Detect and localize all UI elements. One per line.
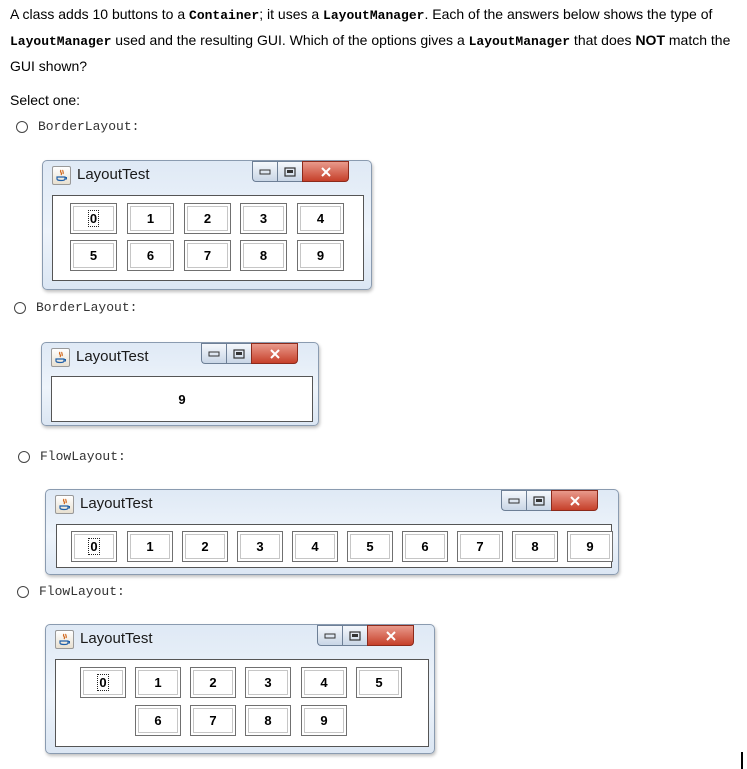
- minimize-icon: [508, 497, 520, 505]
- option-1-label: BorderLayout:: [38, 119, 140, 134]
- button-0[interactable]: 0: [71, 531, 117, 562]
- button-1[interactable]: 1: [127, 203, 174, 234]
- button-2[interactable]: 2: [182, 531, 228, 562]
- button-2[interactable]: 2: [184, 203, 231, 234]
- button-1[interactable]: 1: [135, 667, 181, 698]
- minimize-button[interactable]: [201, 343, 226, 364]
- radio-button[interactable]: [14, 302, 26, 314]
- button-3[interactable]: 3: [237, 531, 283, 562]
- button-4[interactable]: 4: [292, 531, 338, 562]
- button-8[interactable]: 8: [512, 531, 558, 562]
- button-5[interactable]: 5: [356, 667, 402, 698]
- java-app-icon: [51, 348, 70, 367]
- maximize-button[interactable]: [277, 161, 302, 182]
- maximize-button[interactable]: [342, 625, 367, 646]
- window-controls: [252, 161, 349, 182]
- close-icon: [268, 349, 282, 359]
- button-6[interactable]: 6: [135, 705, 181, 736]
- minimize-icon: [208, 350, 220, 358]
- maximize-icon: [349, 631, 361, 641]
- window-controls: [501, 490, 598, 511]
- close-icon: [568, 496, 582, 506]
- maximize-icon: [233, 349, 245, 359]
- window-controls: [317, 625, 414, 646]
- button-6[interactable]: 6: [402, 531, 448, 562]
- option-3-radio[interactable]: [18, 449, 126, 464]
- title-bar[interactable]: [43, 161, 371, 191]
- button-8[interactable]: 8: [240, 240, 287, 271]
- option-3-label: FlowLayout:: [40, 449, 126, 464]
- button-9-center[interactable]: 9: [178, 391, 186, 407]
- button-9[interactable]: 9: [567, 531, 613, 562]
- select-one-label: Select one:: [10, 92, 81, 108]
- button-9[interactable]: 9: [297, 240, 344, 271]
- window-title: LayoutTest: [77, 166, 150, 183]
- window-title: LayoutTest: [76, 348, 149, 365]
- maximize-icon: [533, 496, 545, 506]
- window-title: LayoutTest: [80, 495, 153, 512]
- java-app-icon: [52, 166, 71, 185]
- content-pane: [55, 659, 429, 747]
- layouttest-window-2: [41, 342, 319, 426]
- content-pane: [56, 524, 612, 568]
- option-4-label: FlowLayout:: [39, 584, 125, 599]
- option-4-radio[interactable]: [17, 584, 125, 599]
- button-7[interactable]: 7: [184, 240, 231, 271]
- button-1[interactable]: 1: [127, 531, 173, 562]
- content-pane: [52, 195, 364, 281]
- minimize-button[interactable]: [252, 161, 277, 182]
- radio-button[interactable]: [18, 451, 30, 463]
- title-bar[interactable]: [42, 343, 318, 373]
- button-4[interactable]: 4: [301, 667, 347, 698]
- close-button[interactable]: [367, 625, 414, 646]
- button-5[interactable]: 5: [347, 531, 393, 562]
- layouttest-window-1: [42, 160, 372, 290]
- button-3[interactable]: 3: [245, 667, 291, 698]
- minimize-button[interactable]: [501, 490, 526, 511]
- radio-button[interactable]: [16, 121, 28, 133]
- minimize-button[interactable]: [317, 625, 342, 646]
- maximize-icon: [284, 167, 296, 177]
- content-pane: [51, 376, 313, 422]
- layouttest-window-4: [45, 624, 435, 754]
- maximize-button[interactable]: [526, 490, 551, 511]
- option-2-label: BorderLayout:: [36, 300, 138, 315]
- close-button[interactable]: [551, 490, 598, 511]
- close-icon: [319, 167, 333, 177]
- minimize-icon: [324, 632, 336, 640]
- option-2-radio[interactable]: [14, 300, 137, 315]
- layouttest-window-3: [45, 489, 619, 575]
- window-title: LayoutTest: [80, 630, 153, 647]
- button-3[interactable]: 3: [240, 203, 287, 234]
- button-0[interactable]: 0: [80, 667, 126, 698]
- button-0[interactable]: 0: [70, 203, 117, 234]
- button-9[interactable]: 9: [301, 705, 347, 736]
- button-2[interactable]: 2: [190, 667, 236, 698]
- question-text: A class adds 10 buttons to a Container; it uses a LayoutManager. Each of the answers below shows the type of LayoutManager used and the resulting GUI. Which of the options gives a LayoutManager that does NOT match the GUI shown?: [10, 6, 731, 74]
- close-icon: [384, 631, 398, 641]
- close-button[interactable]: [251, 343, 298, 364]
- title-bar[interactable]: [46, 625, 434, 655]
- button-5[interactable]: 5: [70, 240, 117, 271]
- title-bar[interactable]: [46, 490, 618, 520]
- java-app-icon: [55, 495, 74, 514]
- button-4[interactable]: 4: [297, 203, 344, 234]
- button-7[interactable]: 7: [190, 705, 236, 736]
- button-8[interactable]: 8: [245, 705, 291, 736]
- button-7[interactable]: 7: [457, 531, 503, 562]
- window-controls: [201, 343, 298, 364]
- radio-button[interactable]: [17, 586, 29, 598]
- java-app-icon: [55, 630, 74, 649]
- option-1-radio[interactable]: [16, 119, 139, 134]
- text-cursor: [741, 752, 743, 769]
- close-button[interactable]: [302, 161, 349, 182]
- maximize-button[interactable]: [226, 343, 251, 364]
- button-6[interactable]: 6: [127, 240, 174, 271]
- minimize-icon: [259, 168, 271, 176]
